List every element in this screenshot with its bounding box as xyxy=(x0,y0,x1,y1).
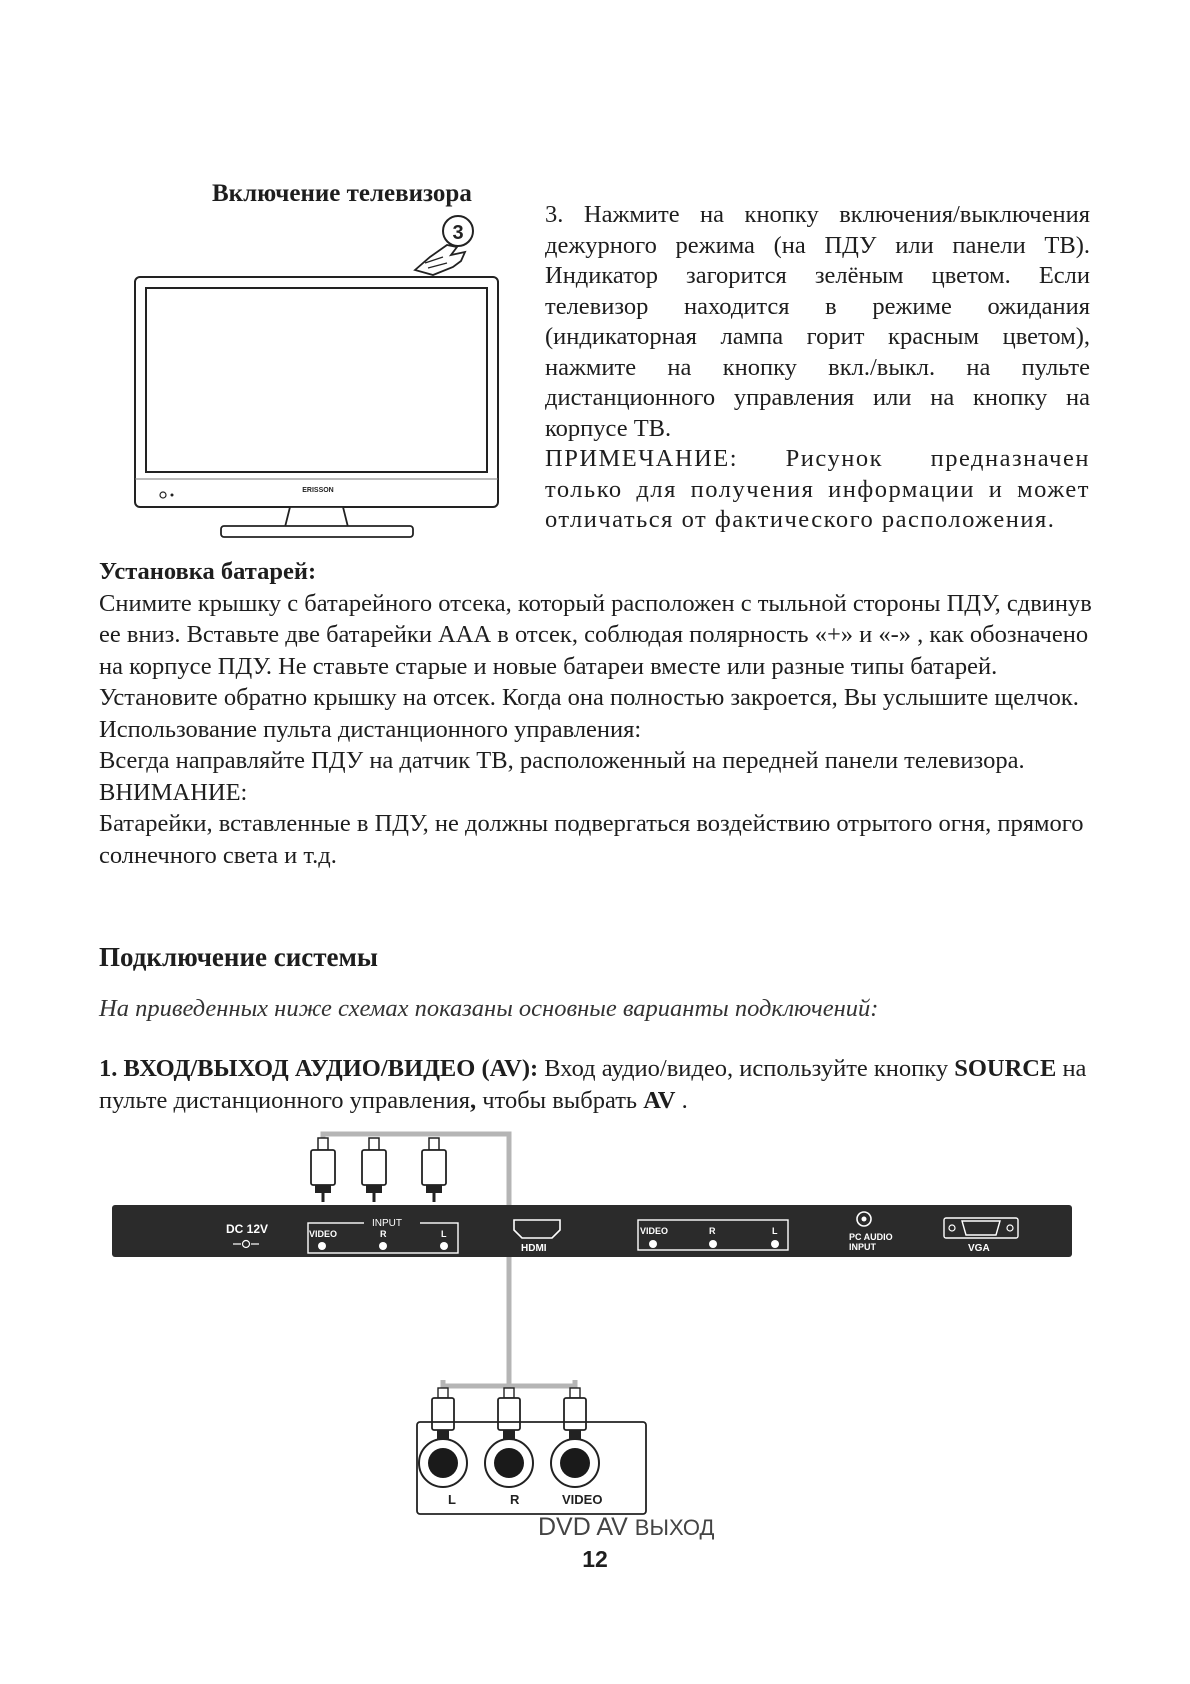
av-av: AV xyxy=(643,1087,676,1114)
remote-usage-text: Всегда направляйте ПДУ на датчик ТВ, расположенный на передней панели телевизора. xyxy=(99,747,1025,774)
input-r-label: R xyxy=(380,1229,387,1239)
input-r-jack xyxy=(379,1242,387,1250)
tv-stand-base xyxy=(221,526,413,537)
output-r-jack xyxy=(709,1240,717,1248)
av-cable xyxy=(323,1134,575,1398)
dvd-caption-av: DVD AV xyxy=(538,1513,628,1541)
tv-brand-logo: ERISSON xyxy=(302,487,334,494)
power-on-step-text: 3. Нажмите на кнопку включения/выключения дежурного режима (на ПДУ или панели ТВ). Индикатор загорится зелёным цветом. Если телевизор находится в режиме ожидания (индикаторная лампа горит красным цветом), нажмите на кнопку вкл./выкл. на пульте дистанционного управления или на кнопку на корпусе ТВ. xyxy=(545,201,1090,442)
batteries-paragraph: Снимите крышку с батарейного отсека, который расположен с тыльной стороны ПДУ, сдвинув ее вниз. Вставьте две батарейки ААА в отсек, соблюдая полярность «+» и «-» , как обозначено на корпусе ПДУ. Не ставьте старые и новые батареи вместе или разные типы батарей. Установите обратно крышку на отсек. Когда она полностью закроется, Вы услышите щелчок. xyxy=(99,589,1092,711)
av-text-2: на пульте дистанционного управления xyxy=(99,1055,1087,1114)
input-video-label: VIDEO xyxy=(309,1229,338,1239)
page-number: 12 xyxy=(582,1546,608,1572)
rca-plug-top-video xyxy=(311,1138,335,1202)
output-l-jack xyxy=(771,1240,779,1248)
av-comma: , xyxy=(469,1087,477,1114)
dvd-r-jack xyxy=(494,1448,524,1478)
pc-audio-label-1: PC AUDIO xyxy=(849,1232,893,1242)
input-l-label: L xyxy=(441,1229,447,1239)
tv-screen xyxy=(146,288,487,472)
input-l-jack xyxy=(440,1242,448,1250)
dvd-r-label: R xyxy=(510,1492,520,1507)
warning-label: ВНИМАНИЕ: xyxy=(99,778,248,806)
output-r-label: R xyxy=(709,1226,716,1236)
hand-pointer-icon xyxy=(415,245,465,275)
batteries-title: Установка батарей: xyxy=(99,558,317,585)
av-connection-diagram xyxy=(0,1120,1190,1520)
pc-audio-label-2: INPUT xyxy=(849,1242,876,1252)
rca-plug-top-r xyxy=(362,1138,386,1202)
system-intro: На приведенных ниже схемах показаны основные варианты подключений: xyxy=(99,995,879,1022)
warning-text: Батарейки, вставленные в ПДУ, не должны подвергаться воздействию отрытого огня, прямого солнечного света и т.д. xyxy=(99,810,1084,869)
input-video-jack xyxy=(318,1242,326,1250)
rca-plug-top-l xyxy=(422,1138,446,1202)
av-text-1: Вход аудио/видео, используйте кнопку xyxy=(538,1055,955,1082)
power-on-instructions xyxy=(545,200,1090,536)
dvd-video-label: VIDEO xyxy=(562,1492,603,1507)
output-video-jack xyxy=(649,1240,657,1248)
step-number: 3 xyxy=(452,222,464,244)
tv-illustration xyxy=(125,205,510,545)
batteries-section xyxy=(99,556,1099,871)
rca-plug-dvd-r xyxy=(498,1388,520,1444)
input-label: INPUT xyxy=(372,1218,402,1229)
dc-label: DC 12V xyxy=(226,1222,269,1236)
dvd-l-label: L xyxy=(448,1492,456,1507)
dvd-l-jack xyxy=(428,1448,458,1478)
remote-usage-title: Использование пульта дистанционного управления: xyxy=(99,715,642,743)
section-title-system: Подключение системы xyxy=(99,942,378,972)
av-source: SOURCE xyxy=(954,1055,1057,1082)
av-text-3: чтобы выбрать xyxy=(476,1087,644,1114)
hdmi-label: HDMI xyxy=(521,1243,547,1254)
output-l-label: L xyxy=(772,1226,778,1236)
dvd-caption xyxy=(538,1513,714,1542)
rca-plug-dvd-l xyxy=(432,1388,454,1444)
section-title-power-on: Включение телевизора xyxy=(212,180,472,207)
dvd-video-jack xyxy=(560,1448,590,1478)
vga-label: VGA xyxy=(968,1243,990,1254)
av-text-4: . xyxy=(675,1087,688,1114)
output-video-label: VIDEO xyxy=(640,1226,669,1236)
av-heading: 1. ВХОД/ВЫХОД АУДИО/ВИДЕО (AV): xyxy=(99,1055,539,1082)
rca-plug-dvd-video xyxy=(564,1388,586,1444)
tv-stand xyxy=(285,507,348,527)
av-connection-text xyxy=(99,1053,1099,1117)
power-on-note: ПРИМЕЧАНИЕ: Рисунок предназначен только для получения информации и может отличаться от фактического расположения. xyxy=(545,445,1090,533)
dvd-caption-output: ВЫХОД xyxy=(634,1515,715,1540)
